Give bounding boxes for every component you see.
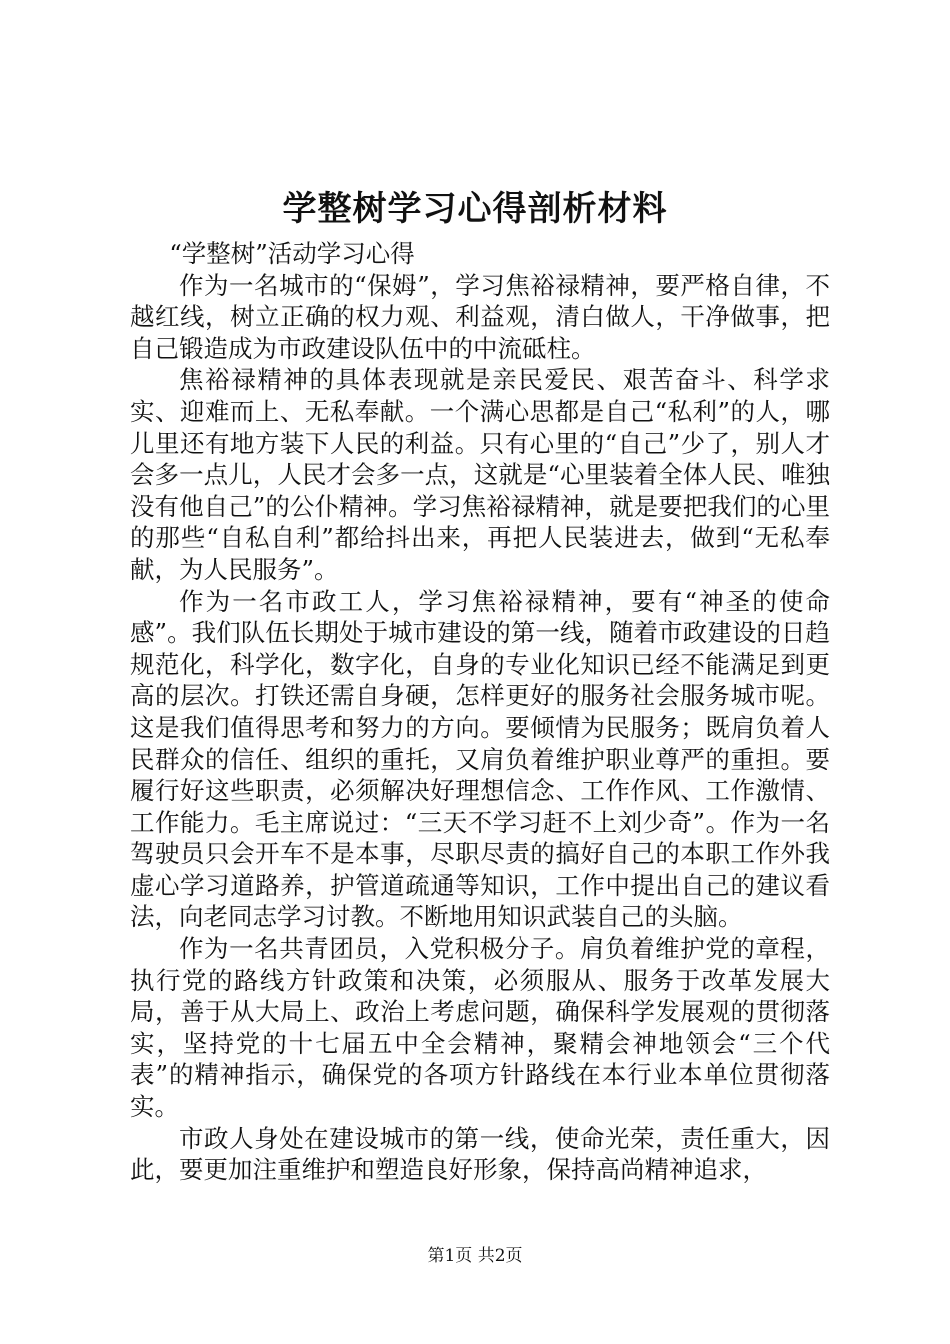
document-body (130, 238, 830, 1186)
paragraph-4: 作为一名共青团员，入党积极分子。肩负着维护党的章程，执行党的路线方针政策和决策，必须服从、服务于改革发展大局，善于从大局上、政治上考虑问题，确保科学发展观的贯彻落实，坚持党的十七届五中全会精神，聚精会神地领会“三个代表”的精神指示，确保党的各项方针路线在本行业本单位贯彻落实。 (130, 934, 830, 1122)
paragraph-1: 作为一名城市的“保姆”，学习焦裕禄精神，要严格自律，不越红线，树立正确的权力观、利益观，清白做人，干净做事，把自己锻造成为市政建设队伍中的中流砥柱。 (130, 270, 830, 363)
paragraph-5: 市政人身处在建设城市的第一线，使命光荣，责任重大，因此，要更加注重维护和塑造良好形象，保持高尚精神追求， (130, 1123, 830, 1185)
page-footer: 第1页 共2页 (427, 1246, 523, 1266)
paragraph-3: 作为一名市政工人，学习焦裕禄精神，要有“神圣的使命感”。我们队伍长期处于城市建设的第一线，随着市政建设的日趋规范化，科学化，数字化，自身的专业化知识已经不能满足到更高的层次。打铁还需自身硬，怎样更好的服务社会服务城市呢。这是我们值得思考和努力的方向。要倾情为民服务；既肩负着人民群众的信任、组织的重托，又肩负着维护职业尊严的重担。要履行好这些职责，必须解决好理想信念、工作作风、工作激情、工作能力。毛主席说过：“三天不学习赶不上刘少奇”。作为一名驾驶员只会开车不是本事，尽职尽责的搞好自己的本职工作外我虚心学习道路养，护管道疏通等知识，工作中提出自己的建议看法，向老同志学习讨教。不断地用知识武装自己的头脑。 (130, 586, 830, 932)
document-title: 学整树学习心得剖析材料 (282, 189, 668, 229)
paragraph-2: 焦裕禄精神的具体表现就是亲民爱民、艰苦奋斗、科学求实、迎难而上、无私奉献。一个满心思都是自己“私利”的人，哪儿里还有地方装下人民的利益。只有心里的“自己”少了，别人才会多一点儿，人民才会多一点，这就是“心里装着全体人民、唯独没有他自己”的公仆精神。学习焦裕禄精神，就是要把我们的心里的那些“自私自利”都给抖出来，再把人民装进去，做到“无私奉献，为人民服务”。 (130, 365, 830, 584)
document-subtitle: “学整树”活动学习心得 (169, 239, 415, 268)
